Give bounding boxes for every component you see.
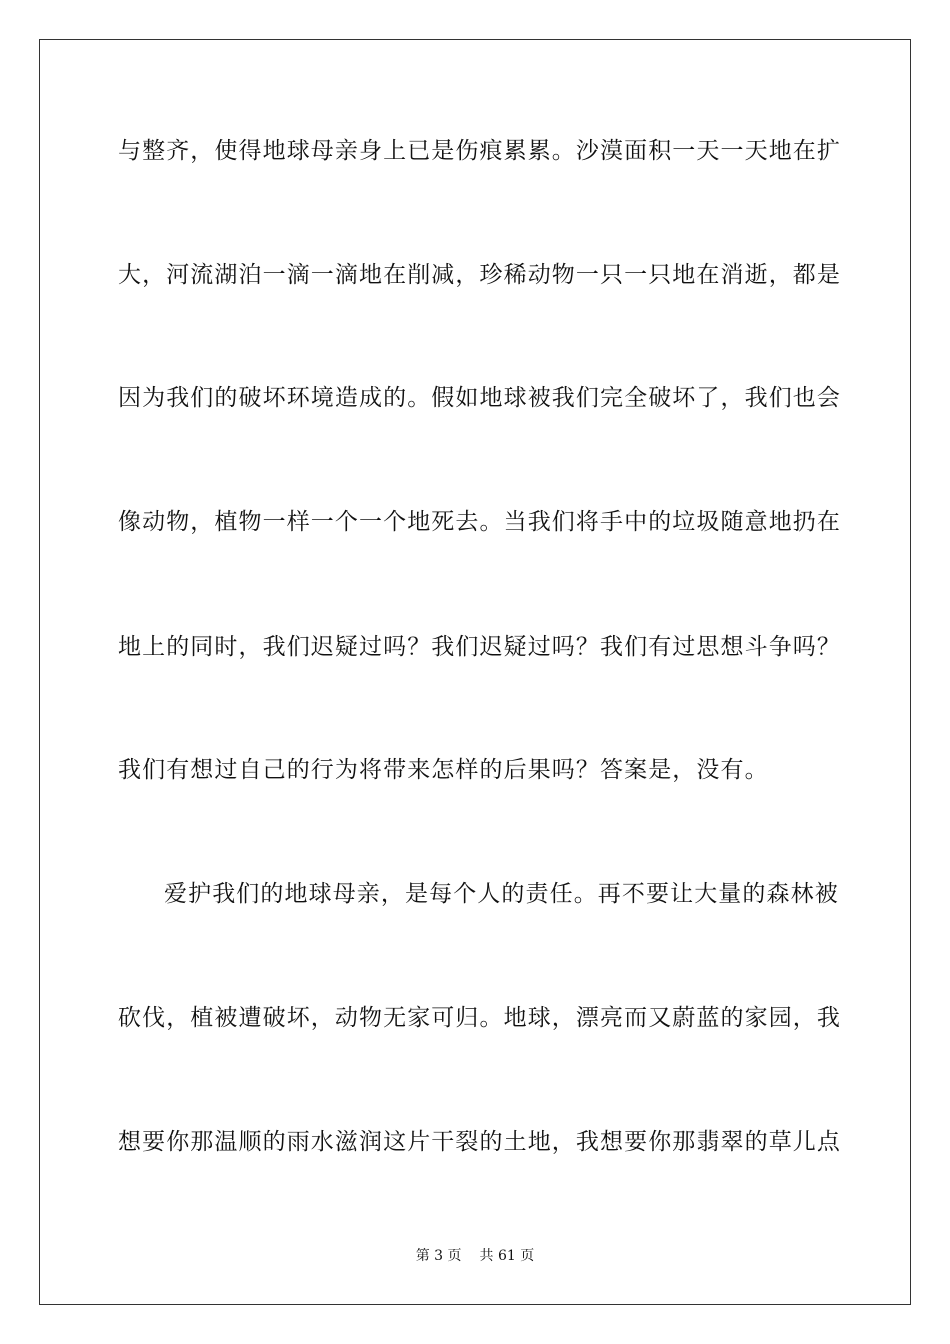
text-line: 想要你那温顺的雨水滋润这片干裂的土地，我想要你那翡翠的草儿点: [118, 1129, 841, 1155]
text-line: 因为我们的破坏环境造成的。假如地球被我们完全破坏了，我们也会: [118, 385, 841, 411]
page-border: [39, 39, 911, 1305]
text-line: 像动物，植物一样一个一个地死去。当我们将手中的垃圾随意地扔在: [118, 509, 841, 535]
paragraph-start-line: 爱护我们的地球母亲，是每个人的责任。再不要让大量的森林被: [164, 881, 839, 907]
text-line: 砍伐，植被遭破坏，动物无家可归。地球，漂亮而又蔚蓝的家园，我: [118, 1005, 841, 1031]
page-footer: [0, 1247, 950, 1265]
text-line: 地上的同时，我们迟疑过吗？我们迟疑过吗？我们有过思想斗争吗？: [118, 634, 841, 660]
text-line: 与整齐，使得地球母亲身上已是伤痕累累。沙漠面积一天一天地在扩: [118, 138, 841, 164]
text-line: 我们有想过自己的行为将带来怎样的后果吗？答案是，没有。: [118, 757, 769, 783]
page-total: 共 61 页: [479, 1248, 535, 1264]
text-line: 大，河流湖泊一滴一滴地在削减，珍稀动物一只一只地在消逝，都是: [118, 262, 841, 288]
page-number: 第 3 页: [415, 1248, 462, 1264]
